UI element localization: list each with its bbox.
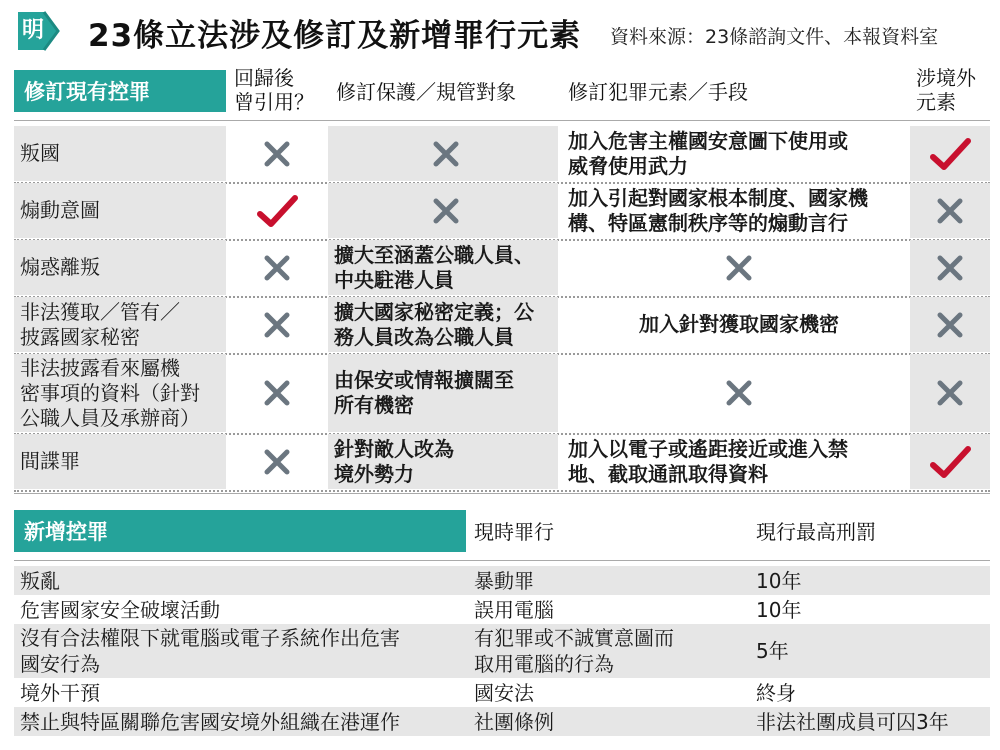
table2-cell-penalty (756, 678, 990, 707)
header-divider-2 (14, 560, 990, 561)
table2-cell-text: 終身 (756, 680, 796, 705)
table2-cell-text: 叛亂 (20, 568, 60, 593)
table1-cell-cited (226, 297, 328, 352)
table1-cell-cited (226, 434, 328, 489)
table2-cell-text: 禁止與特區關聯危害國安境外組織在港運作 (20, 709, 400, 734)
col-header-targets: 修訂保護／規管對象 (336, 80, 516, 104)
section-title-amended: 修訂現有控罪 (14, 70, 226, 112)
table1-cell-cited (226, 240, 328, 295)
table1-cell-targets (328, 126, 558, 181)
table2-cell-current (474, 678, 750, 707)
header (0, 0, 1000, 62)
table2-cell-offence (20, 566, 466, 595)
table2-cell-offence (20, 595, 466, 624)
table2-cell-text: 危害國家安全破壞活動 (20, 597, 220, 622)
table1-cell-text: 煽動意圖 (20, 198, 100, 222)
table1-cell-targets (328, 297, 558, 352)
logo-text: 明 (21, 18, 44, 43)
table1-cell-text: 擴大國家秘密定義；公 務人員改為公職人員 (334, 299, 534, 349)
cross-icon (935, 253, 965, 283)
logo (14, 8, 60, 54)
table1-cell-cited (226, 183, 328, 238)
table1-cell-text: 煽惑離叛 (20, 255, 100, 279)
table1-cell-targets (328, 183, 558, 238)
table1-cell-name (14, 354, 226, 432)
table2-cell-offence (20, 707, 466, 736)
table1-cell-text: 加入引起對國家根本制度、國家機 構、特區憲制秩序等的煽動言行 (568, 185, 868, 235)
table1-cell-name (14, 434, 226, 489)
table1-cell-elements (558, 297, 910, 352)
table1-cell-elements (558, 183, 910, 238)
table1-cell-cited (226, 126, 328, 181)
col-header-elements: 修訂犯罪元素／手段 (568, 80, 748, 104)
table2-cell-penalty (756, 595, 990, 624)
table2-cell-penalty (756, 707, 990, 736)
table1-cell-text: 加入針對獲取國家機密 (639, 312, 839, 336)
cross-icon (262, 310, 292, 340)
source-credit: 資料來源：23條諮詢文件、本報資料室 (610, 26, 939, 48)
table1-cell-cited (226, 354, 328, 432)
table1-cell-targets (328, 354, 558, 432)
table1-cell-targets (328, 434, 558, 489)
section-title-new: 新增控罪 (14, 510, 466, 552)
col-header-cited: 回歸後 曾引用？ (234, 66, 314, 114)
header-divider (14, 120, 990, 121)
table1-cell-elements (558, 434, 910, 489)
cross-icon (262, 378, 292, 408)
table2-cell-penalty (756, 566, 990, 595)
table1-cell-text: 擴大至涵蓋公職人員、 中央駐港人員 (334, 242, 534, 292)
table2-cell-text: 國安法 (474, 680, 534, 705)
table2-cell-text: 非法社團成員可囚3年 (756, 709, 949, 734)
table2-cell-text: 境外干預 (20, 680, 100, 705)
cross-icon (262, 253, 292, 283)
table1-cell-text: 非法披露看來屬機 密事項的資料（針對 公職人員及承辦商） (20, 355, 200, 430)
table1-cell-foreign (910, 354, 990, 432)
cross-icon (935, 196, 965, 226)
table1-cell-targets (328, 240, 558, 295)
table2-cell-current (474, 707, 750, 736)
check-icon (929, 133, 971, 175)
table1-cell-text: 由保安或情報擴闊至 所有機密 (334, 368, 514, 417)
table2-cell-text: 10年 (756, 597, 802, 622)
table1-cell-name (14, 297, 226, 352)
table1-cell-text: 加入以電子或遙距接近或進入禁 地、截取通訊取得資料 (568, 436, 848, 486)
table1-cell-text: 針對敵人改為 境外勢力 (334, 436, 454, 486)
col-header-max-penalty: 現行最高刑罰 (756, 520, 876, 544)
check-icon (929, 441, 971, 483)
table1-cell-foreign (910, 183, 990, 238)
table1-cell-text: 叛國 (20, 141, 60, 165)
table2-cell-text: 10年 (756, 568, 802, 593)
table2-cell-text: 有犯罪或不誠實意圖而 取用電腦的行為 (474, 626, 674, 676)
table1-cell-name (14, 126, 226, 181)
table1-cell-foreign (910, 240, 990, 295)
table1-cell-elements (558, 126, 910, 181)
cross-icon (262, 447, 292, 477)
table1-cell-text: 加入危害主權國安意圖下使用或 威脅使用武力 (568, 128, 848, 178)
table2-cell-text: 社團條例 (474, 709, 554, 734)
row-divider (14, 490, 990, 492)
cross-icon (724, 378, 754, 408)
table2-cell-text: 沒有合法權限下就電腦或電子系統作出危害 國安行為 (20, 626, 400, 676)
cross-icon (262, 139, 292, 169)
col-header-foreign: 涉境外 元素 (916, 66, 976, 114)
table1-cell-elements (558, 354, 910, 432)
table1-cell-text: 間諜罪 (20, 449, 80, 473)
cross-icon (724, 253, 754, 283)
cross-icon (935, 310, 965, 340)
table1-cell-name (14, 183, 226, 238)
table2-cell-offence (20, 678, 466, 707)
table2-cell-text: 誤用電腦 (474, 597, 554, 622)
cross-icon (935, 378, 965, 408)
table2-cell-offence (20, 624, 466, 678)
cross-icon (431, 196, 461, 226)
table1-cell-elements (558, 240, 910, 295)
table1-cell-foreign (910, 434, 990, 489)
page-title: 23條立法涉及修訂及新增罪行元素 (88, 18, 582, 54)
check-icon (256, 190, 298, 232)
cross-icon (431, 139, 461, 169)
table2-cell-text: 5年 (756, 639, 789, 663)
table2-cell-current (474, 566, 750, 595)
table1-cell-name (14, 240, 226, 295)
table1-cell-text: 非法獲取／管有／ 披露國家秘密 (20, 299, 180, 349)
table1-cell-foreign (910, 297, 990, 352)
table2-cell-current (474, 624, 750, 678)
table2-cell-text: 暴動罪 (474, 568, 534, 593)
col-header-current-offence: 現時罪行 (474, 520, 554, 544)
table1-bottom-line (14, 493, 990, 494)
table2-cell-current (474, 595, 750, 624)
table2-cell-penalty (756, 624, 990, 678)
table1-cell-foreign (910, 126, 990, 181)
